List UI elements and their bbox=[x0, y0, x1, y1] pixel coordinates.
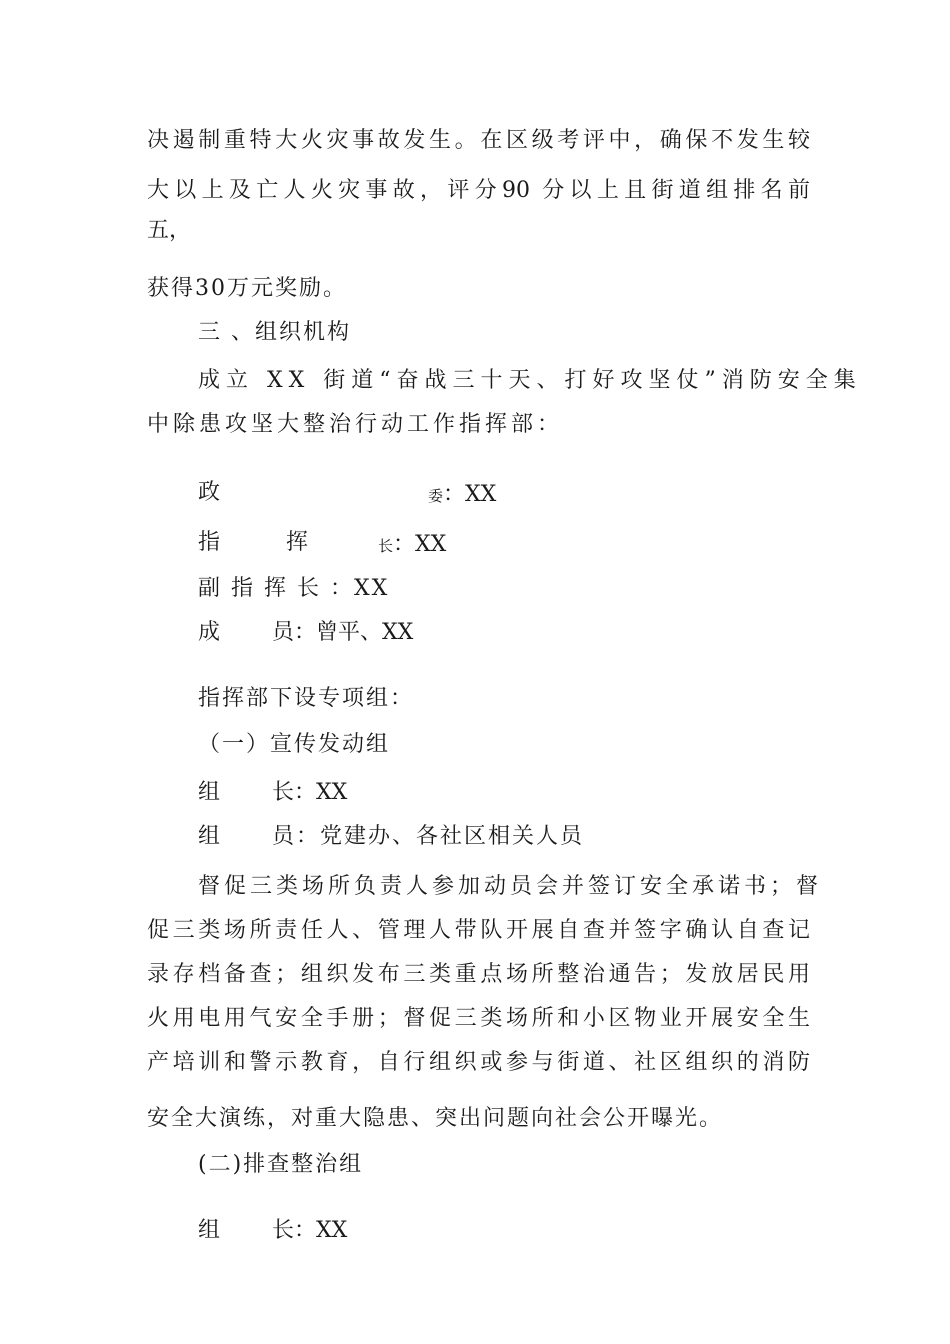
commander-label-b bbox=[286, 528, 308, 558]
section-heading: 三 、组织机构 bbox=[198, 320, 351, 345]
paragraph-line: 成立 XX 街道“奋战三十天、打好攻坚仗”消防安全集 bbox=[198, 368, 862, 393]
paragraph-line: 产培训和警示教育，自行组织或参与街道、社区组织的消防 bbox=[147, 1050, 810, 1075]
paragraph-line: 督促三类场所负责人参加动员会并签订安全承诺书；督 bbox=[198, 874, 823, 899]
paragraph-line: 火用电用气安全手册；督促三类场所和小区物业开展安全生 bbox=[147, 1006, 810, 1031]
paragraph-line: 大以上及亡人火灾事故，评分90 分以上且街道组排名前 bbox=[147, 178, 810, 203]
paragraph-line: 获得30万元奖励。 bbox=[147, 276, 347, 301]
group-members-label: 组 bbox=[198, 824, 221, 849]
group-members-value: 员：党建办、各社区相关人员 bbox=[272, 824, 585, 849]
label-char: 长 bbox=[378, 537, 394, 555]
members-value: 员：曾平、XX bbox=[272, 620, 414, 645]
paragraph-line: 录存档备查；组织发布三类重点场所整治通告；发放居民用 bbox=[147, 962, 810, 987]
subsection-heading: (二)排查整治组 bbox=[198, 1152, 364, 1177]
subsection-heading: （一）宣传发动组 bbox=[198, 732, 391, 757]
deputy-commander-line: 副 指 挥 长 ：XX bbox=[198, 576, 390, 601]
label-char: 指 bbox=[198, 530, 221, 555]
label-char: 政 bbox=[198, 480, 221, 505]
group-leader-label: 组 bbox=[198, 1218, 221, 1243]
label-char: 挥 bbox=[286, 530, 309, 555]
paragraph-line: 安全大演练，对重大隐患、突出问题向社会公开曝光。 bbox=[147, 1106, 724, 1131]
commander-label-a bbox=[198, 528, 220, 558]
political-commissar-label bbox=[198, 478, 220, 508]
group-leader-value: 长：XX bbox=[272, 1218, 348, 1243]
field-value: ：XX bbox=[443, 482, 497, 507]
paragraph-line: 决遏制重特大火灾事故发生。在区级考评中，确保不发生较 bbox=[147, 128, 810, 153]
paragraph-line: 中除患攻坚大整治行动工作指挥部： bbox=[147, 412, 564, 437]
field-value: ：XX bbox=[393, 532, 447, 557]
paragraph-line: 指挥部下设专项组： bbox=[198, 686, 415, 711]
paragraph-line: 五， bbox=[147, 218, 192, 243]
group-leader-label: 组 bbox=[198, 780, 221, 805]
label-char: 委 bbox=[428, 487, 444, 505]
group-leader-value: 长：XX bbox=[272, 780, 348, 805]
paragraph-line: 促三类场所责任人、管理人带队开展自查并签字确认自查记 bbox=[147, 918, 810, 943]
political-commissar-value bbox=[428, 480, 496, 511]
commander-value bbox=[378, 530, 446, 561]
members-label: 成 bbox=[198, 620, 221, 645]
